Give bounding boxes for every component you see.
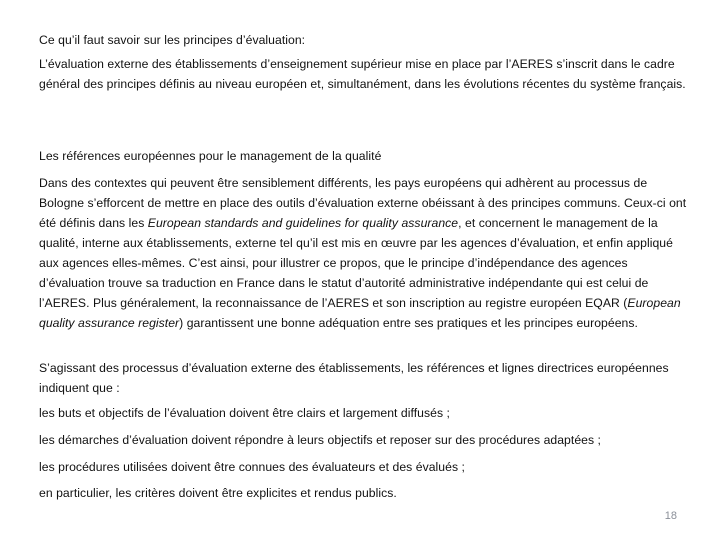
body-paragraph bbox=[39, 173, 691, 333]
intro-paragraph: L’évaluation externe des établissements d’enseignement supérieur mise en place par l’AERES s’inscrit dans le cadre général des principes définis au niveau européen et, simultanément, dans les évolutions récentes du système français. bbox=[39, 57, 686, 91]
list-item: les procédures utilisées doivent être connues des évaluateurs et des évalués ; bbox=[39, 460, 465, 474]
body-text-part1: Dans des contextes qui peuvent être sensiblement différents, les pays européens qui adhèrent au processus de Bologne s’efforcent de mettre en place des outils d’évaluation externe obéissant à des principes communs. Ceux-ci ont été définis dans les bbox=[39, 176, 687, 230]
list-item: les buts et objectifs de l’évaluation doivent être clairs et largement diffusés ; bbox=[39, 406, 450, 420]
body-italic-standards: European standards and guidelines for quality assurance bbox=[147, 216, 459, 230]
list-item: en particulier, les critères doivent être explicites et rendus publics. bbox=[39, 486, 397, 500]
body-text-part2: , et concernent le management de la qualité, interne aux établissements, externe tel qu’il est mis en œuvre par les agences d’évaluation, et enfin appliqué aux agences elles-mêmes. C’est ainsi, pour illustrer ce propos, que le principe d’indépendance des agences d’évaluation trouve sa traduction en France dans le statut d’autorité administrative indépendante qui est celui de l’AERES. Plus généralement, la reconnaissance de l’AERES et son inscription au registre européen EQAR ( bbox=[39, 216, 673, 310]
document-heading: Ce qu’il faut savoir sur les principes d’évaluation: bbox=[39, 33, 306, 47]
page-number: 18 bbox=[664, 510, 677, 522]
section-title: Les références européennes pour le management de la qualité bbox=[39, 149, 382, 163]
list-intro: S’agissant des processus d’évaluation externe des établissements, les références et lignes directrices européennes indiquent que : bbox=[39, 361, 669, 395]
list-item: les démarches d’évaluation doivent répondre à leurs objectifs et reposer sur des procédures adaptées ; bbox=[39, 433, 601, 447]
body-italic-register: European quality assurance register bbox=[39, 296, 681, 330]
body-text-part3: ) garantissent une bonne adéquation entre ses pratiques et les principes européens. bbox=[179, 316, 638, 330]
